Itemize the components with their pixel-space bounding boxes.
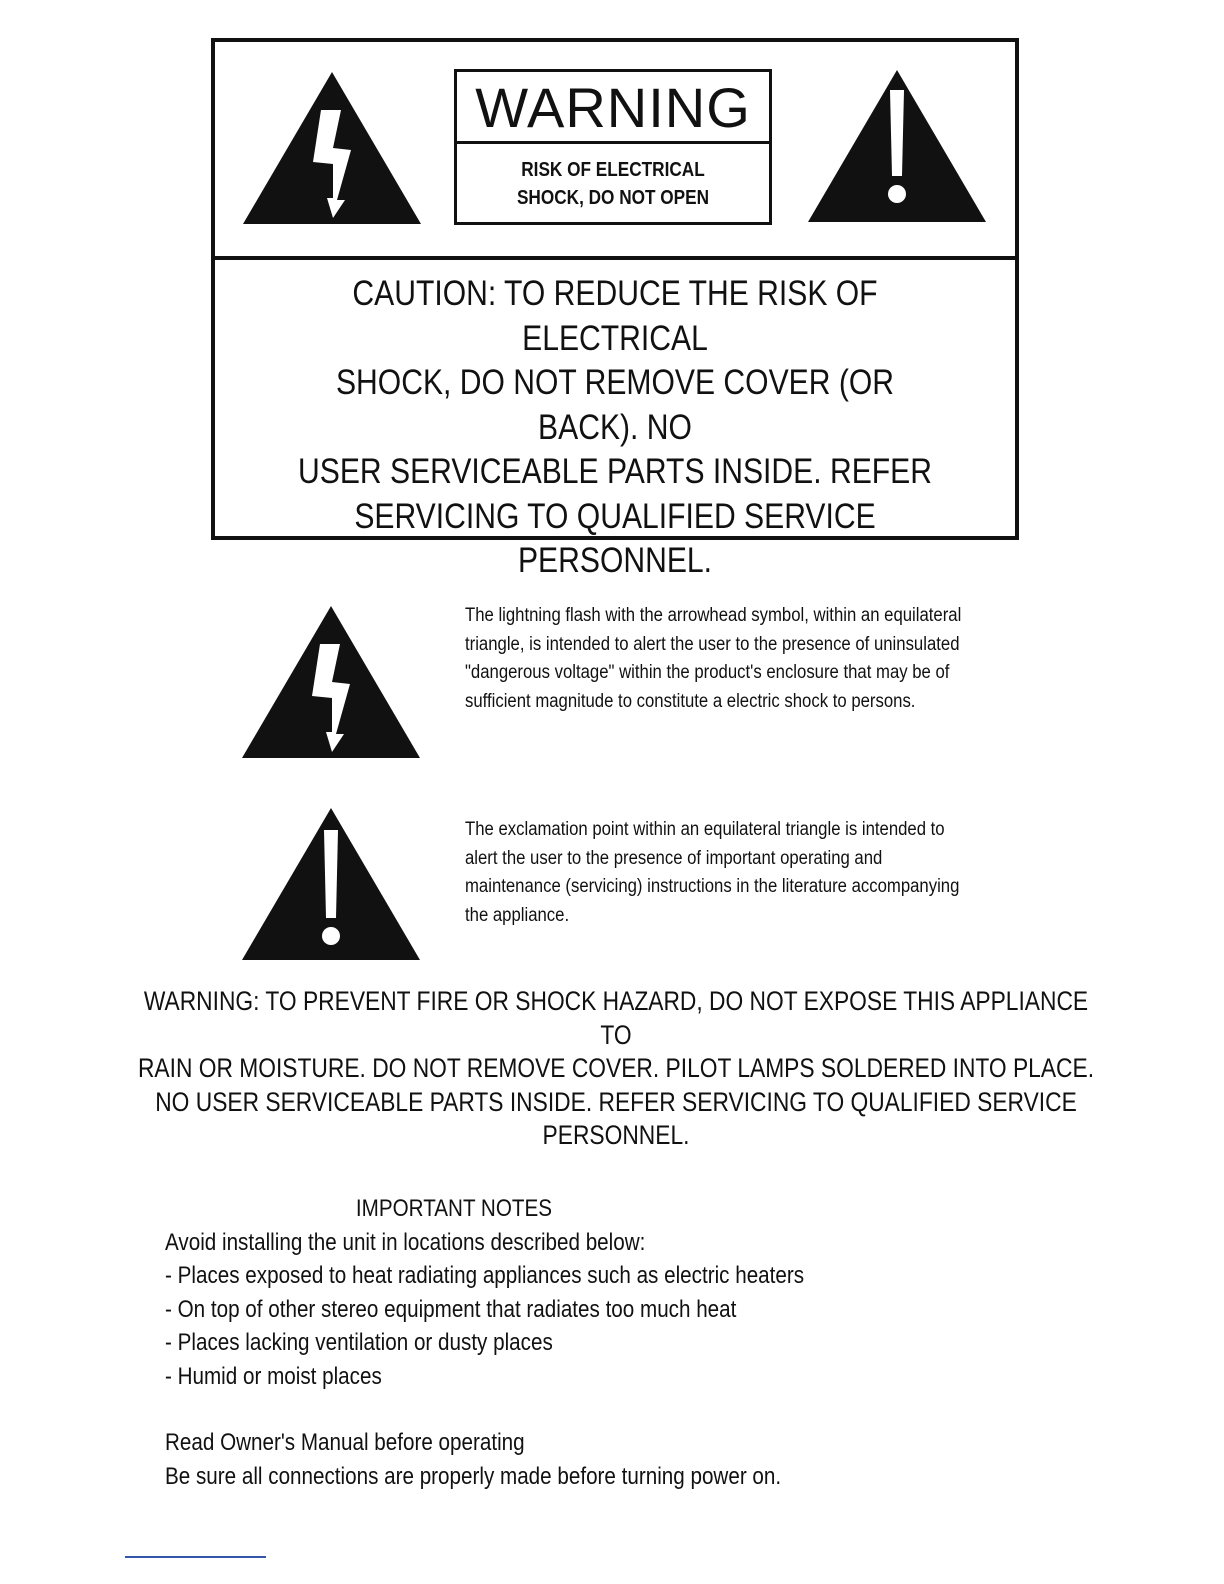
warning-panel [211, 38, 1019, 580]
lightning-symbol-description [465, 602, 984, 716]
notes-item: - Places lacking ventilation or dusty places [165, 1329, 553, 1356]
description-line: The exclamation point within an equilateral triangle is intended to [465, 819, 945, 840]
caution-line: USER SERVICEABLE PARTS INSIDE. REFER [298, 452, 932, 491]
page-footer-rule [125, 1556, 266, 1558]
lightning-warning-icon [241, 70, 423, 226]
notes-item: - Humid or moist places [165, 1362, 382, 1390]
notes-intro: Avoid installing the unit in locations described below: [165, 1228, 646, 1256]
caution-line: SHOCK, DO NOT REMOVE COVER (OR BACK). NO [335, 363, 895, 447]
lightning-symbol-icon [240, 604, 422, 760]
notes-footer-line: Be sure all connections are properly made before turning power on. [165, 1462, 782, 1490]
notes-item: - Places exposed to heat radiating appliances such as electric heaters [165, 1262, 805, 1289]
important-notes [165, 1192, 939, 1493]
description-line: maintenance (servicing) instructions in the literature accompanying [465, 876, 960, 897]
caution-line: CAUTION: TO REDUCE THE RISK OF ELECTRICAL [352, 274, 878, 358]
warning-label [454, 69, 772, 225]
caution-line: SERVICING TO QUALIFIED SERVICE PERSONNEL. [354, 496, 876, 580]
description-line: the appliance. [465, 904, 570, 926]
notes-heading: IMPORTANT NOTES [355, 1195, 553, 1222]
description-line: The lightning flash with the arrowhead symbol, within an equilateral [465, 605, 962, 626]
exclamation-symbol-icon [240, 806, 422, 962]
warning-line: NO USER SERVICEABLE PARTS INSIDE. REFER SERVICING TO QUALIFIED SERVICE [155, 1086, 1077, 1117]
warning-line: WARNING: TO PREVENT FIRE OR SHOCK HAZARD, DO NOT EXPOSE THIS APPLIANCE TO [143, 986, 1089, 1050]
warning-label-title: WARNING [457, 72, 769, 144]
description-line: triangle, is intended to alert the user to the presence of uninsulated [465, 633, 960, 655]
warning-divider [215, 256, 1015, 260]
warning-line: RAIN OR MOISTURE. DO NOT REMOVE COVER. PILOT LAMPS SOLDERED INTO PLACE. [137, 1053, 1095, 1083]
description-line: "dangerous voltage" within the product's enclosure that may be of [465, 662, 950, 683]
notes-footer-line: Read Owner's Manual before operating [165, 1429, 525, 1456]
exclamation-warning-icon [806, 68, 988, 224]
warning-label-subtitle: RISK OF ELECTRICAL SHOCK, DO NOT OPEN [516, 159, 710, 209]
notes-item: - On top of other stereo equipment that radiates too much heat [165, 1295, 737, 1323]
fire-shock-warning [138, 985, 1094, 1153]
caution-text [297, 272, 933, 584]
exclamation-symbol-description [465, 816, 984, 930]
description-line: sufficient magnitude to constitute a electric shock to persons. [465, 690, 916, 712]
notes-spacer [165, 1393, 939, 1426]
description-line: alert the user to the presence of important operating and [465, 847, 883, 869]
warning-line: PERSONNEL. [542, 1120, 690, 1150]
